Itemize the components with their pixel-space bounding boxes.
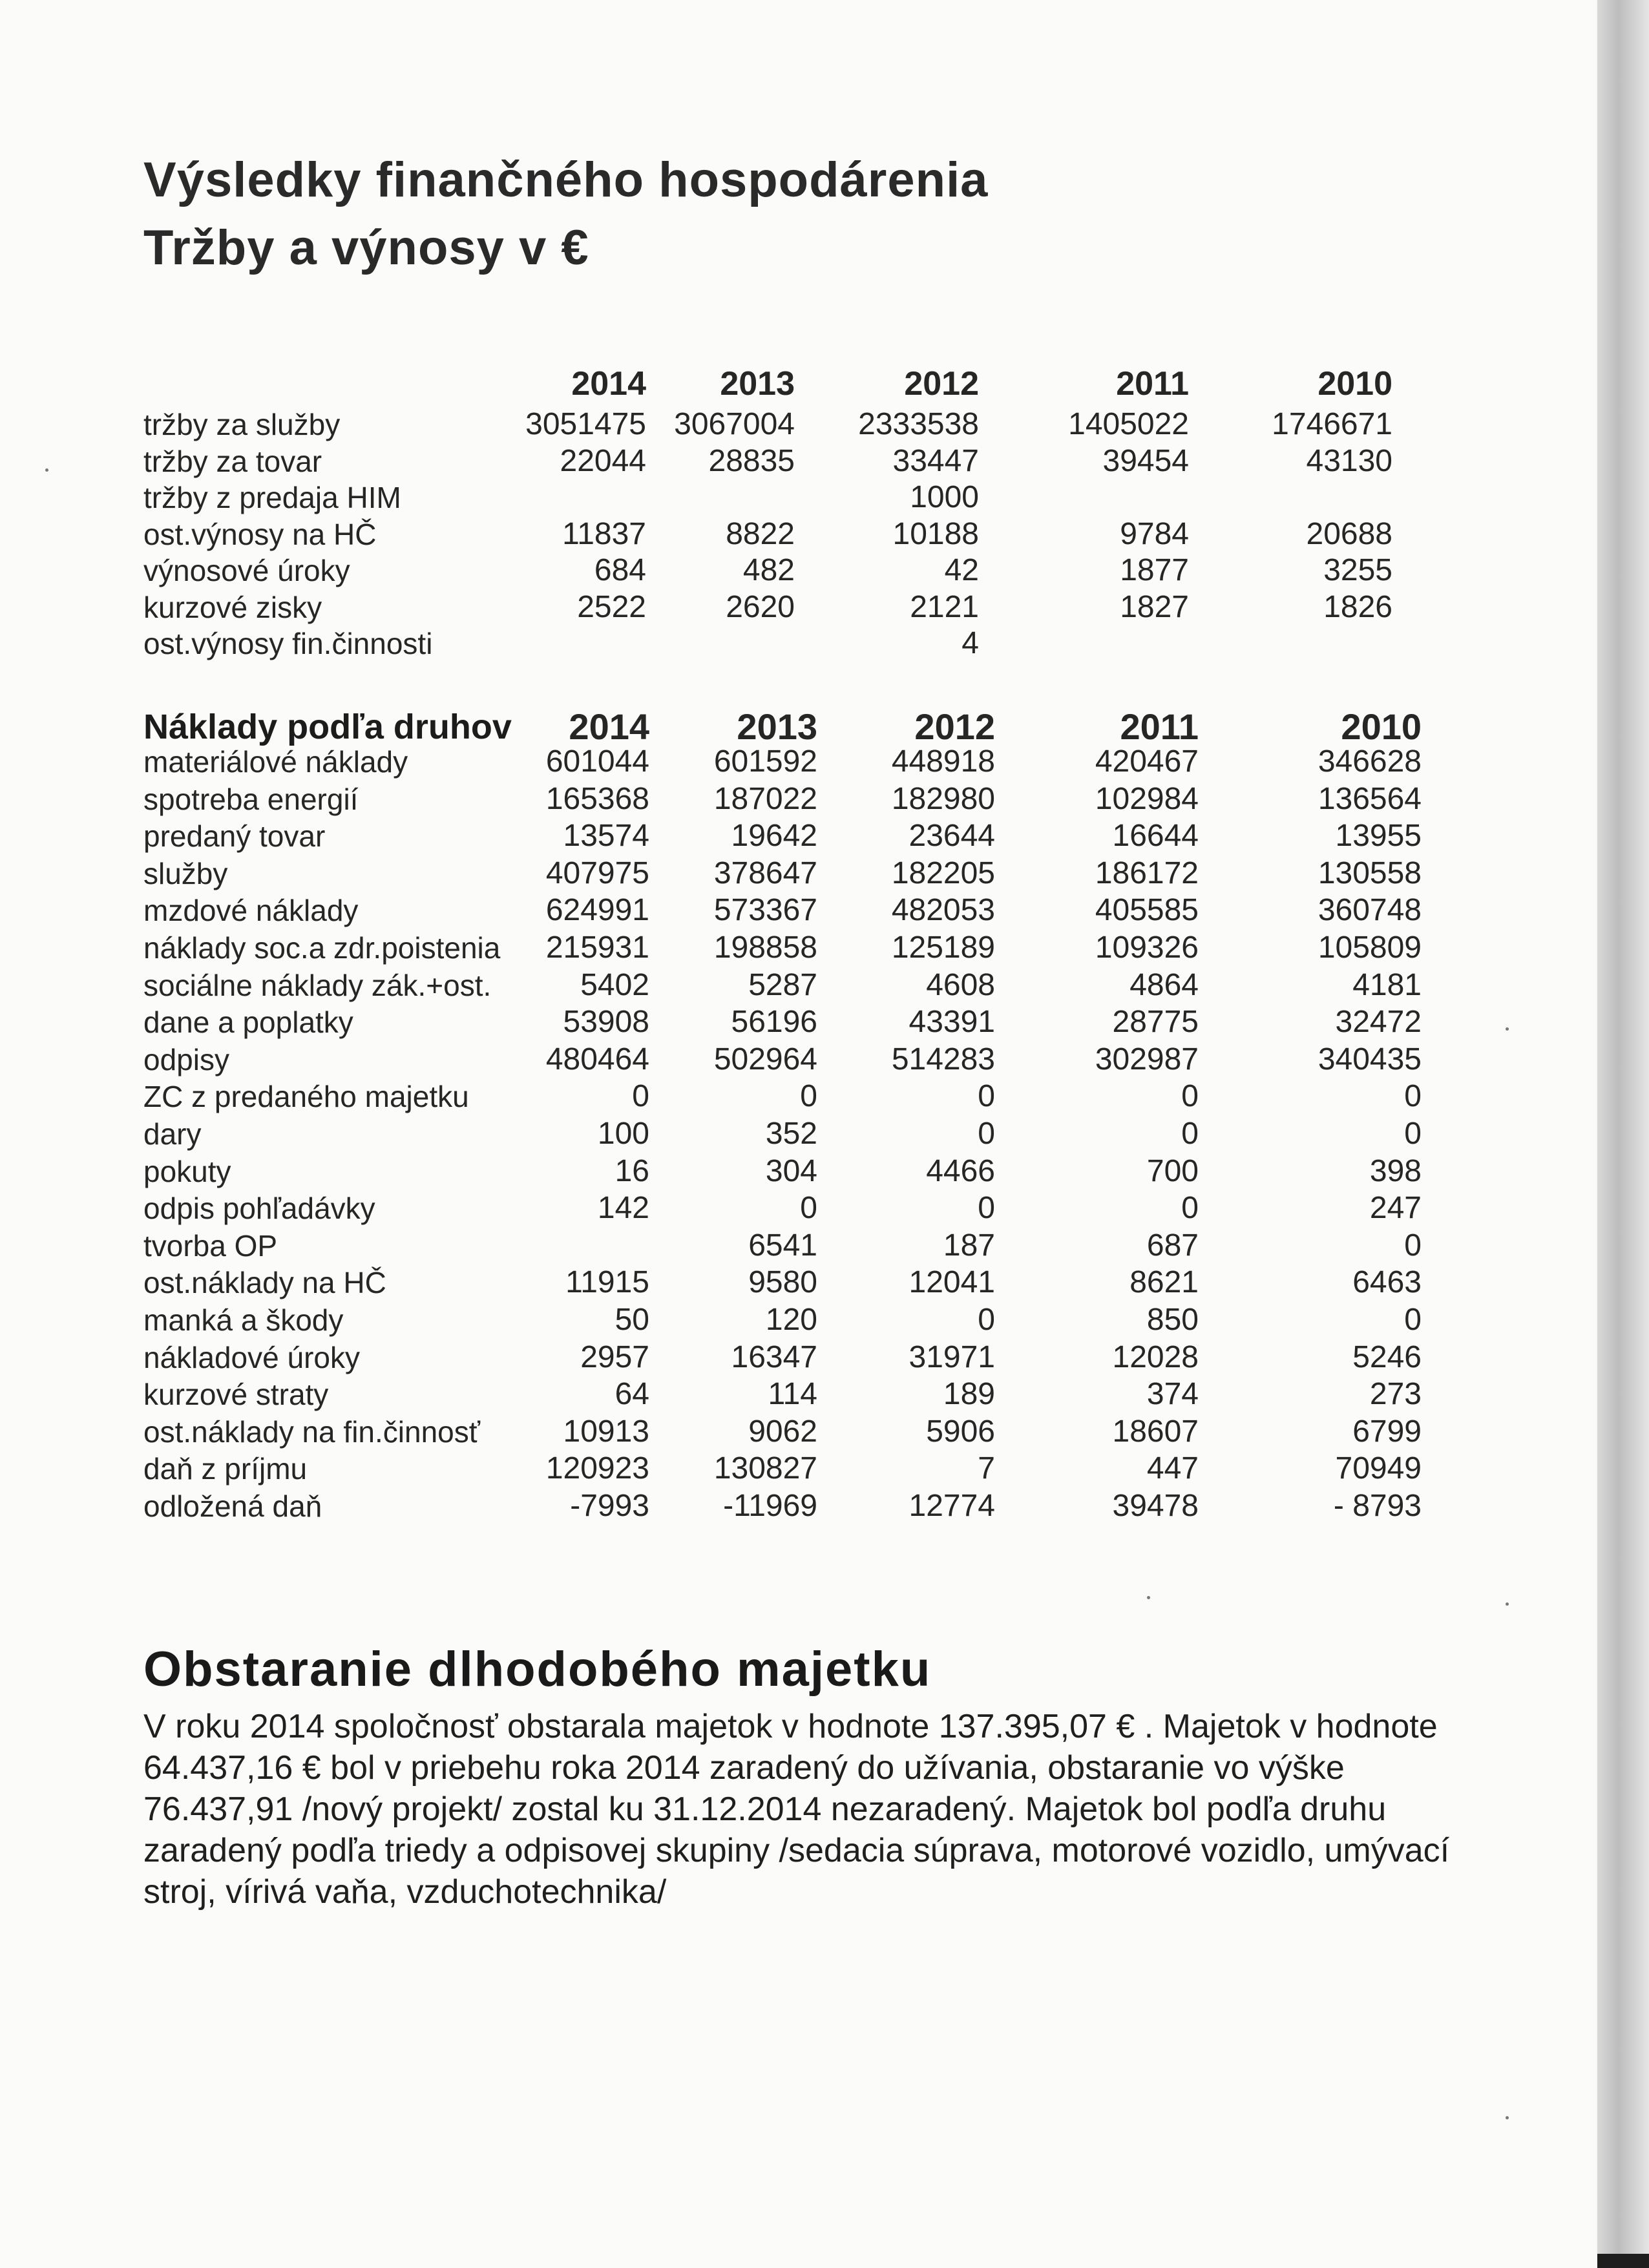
document-title: Výsledky finančného hospodárenia bbox=[143, 152, 989, 207]
costs-cell: 39478 bbox=[1112, 1489, 1199, 1523]
costs-cell: 19642 bbox=[731, 819, 817, 854]
scan-speck bbox=[1506, 1027, 1509, 1031]
costs-cell: 70949 bbox=[1335, 1451, 1422, 1486]
costs-cell: 405585 bbox=[1095, 893, 1199, 928]
scan-speck bbox=[1147, 1596, 1150, 1599]
costs-cell: 0 bbox=[632, 1079, 649, 1114]
costs-row bbox=[0, 1450, 1596, 1487]
costs-cell: 136564 bbox=[1318, 781, 1422, 816]
costs-cell: 102984 bbox=[1095, 781, 1199, 816]
costs-cell: 514283 bbox=[891, 1042, 995, 1076]
costs-year-header: 2010 bbox=[1341, 706, 1422, 747]
costs-cell: 114 bbox=[768, 1377, 817, 1412]
costs-cell: 573367 bbox=[713, 893, 817, 928]
revenue-cell: 3051475 bbox=[525, 407, 646, 441]
costs-row bbox=[0, 817, 1596, 855]
costs-cell: 5246 bbox=[1352, 1339, 1422, 1374]
costs-cell: 11915 bbox=[565, 1265, 649, 1300]
costs-row-label: služby bbox=[143, 856, 228, 890]
costs-cell: 56196 bbox=[731, 1005, 817, 1040]
costs-cell: 105809 bbox=[1318, 930, 1422, 965]
costs-cell: 480464 bbox=[545, 1042, 649, 1076]
costs-cell: 850 bbox=[1146, 1303, 1199, 1337]
costs-cell: 398 bbox=[1369, 1153, 1422, 1188]
revenue-row-label: kurzové zisky bbox=[143, 590, 322, 624]
revenue-header-row bbox=[0, 365, 1596, 403]
costs-cell: 302987 bbox=[1095, 1042, 1199, 1076]
costs-cell: 120923 bbox=[545, 1451, 649, 1486]
costs-cell: 130558 bbox=[1318, 856, 1422, 890]
costs-cell: 16644 bbox=[1112, 819, 1199, 854]
revenue-cell: 9784 bbox=[1120, 516, 1189, 551]
revenue-year-header: 2013 bbox=[720, 365, 795, 403]
costs-cell: 340435 bbox=[1318, 1042, 1422, 1076]
costs-row bbox=[0, 929, 1596, 967]
costs-row bbox=[0, 1487, 1596, 1525]
assets-paragraph: V roku 2014 spoločnosť obstarala majetok v hodnote 137.395,07 € . Majetok v hodnote 64.437,16 € bol v priebehu roka 2014 zaradený do užívania, obstaranie vo výške 76.437,91 /nový projekt/ zostal ku 31.12.2014 nezaradený. Majetok bol podľa druhu zaradený podľa triedy a odpisovej skupiny /sedacia súprava, motorové vozidlo, umývací stroj, vírivá vaňa, vzduchotechnika/ bbox=[143, 1708, 1450, 1911]
costs-cell: 6541 bbox=[748, 1228, 817, 1263]
costs-cell: 9062 bbox=[748, 1414, 817, 1449]
costs-cell: 53908 bbox=[563, 1005, 649, 1040]
revenue-row bbox=[0, 625, 1596, 662]
costs-cell: 360748 bbox=[1318, 893, 1422, 928]
costs-row bbox=[0, 1413, 1596, 1451]
costs-cell: 125189 bbox=[891, 930, 995, 965]
revenue-cell: 3255 bbox=[1323, 553, 1392, 587]
costs-cell: 407975 bbox=[545, 856, 649, 890]
costs-row bbox=[0, 1264, 1596, 1301]
revenue-cell: 39454 bbox=[1102, 443, 1189, 478]
costs-cell: 6799 bbox=[1352, 1414, 1422, 1449]
revenue-cell: 8822 bbox=[726, 516, 795, 551]
costs-cell: 130827 bbox=[713, 1451, 817, 1486]
revenue-cell: 1877 bbox=[1120, 553, 1189, 587]
costs-row bbox=[0, 967, 1596, 1004]
costs-cell: -7993 bbox=[570, 1489, 649, 1523]
costs-cell: 0 bbox=[1181, 1191, 1199, 1226]
costs-row-label: tvorba OP bbox=[143, 1228, 278, 1263]
revenue-subtitle: Tržby a výnosy v € bbox=[143, 220, 589, 275]
costs-cell: 0 bbox=[1404, 1079, 1422, 1114]
revenue-cell: 2121 bbox=[910, 589, 979, 624]
revenue-year-header: 2012 bbox=[904, 365, 979, 403]
costs-row-label: odložená daň bbox=[143, 1489, 322, 1523]
costs-cell: 13955 bbox=[1335, 819, 1422, 854]
revenue-cell: 1827 bbox=[1120, 589, 1189, 624]
costs-cell: 23644 bbox=[909, 819, 995, 854]
revenue-cell: 2620 bbox=[726, 589, 795, 624]
costs-year-header: 2013 bbox=[737, 706, 817, 747]
costs-cell: 18607 bbox=[1112, 1414, 1199, 1449]
costs-cell: 601044 bbox=[545, 744, 649, 779]
costs-cell: 100 bbox=[597, 1117, 649, 1151]
costs-row bbox=[0, 1301, 1596, 1339]
costs-cell: 187 bbox=[943, 1228, 995, 1263]
costs-row-label: materiálové náklady bbox=[143, 745, 408, 779]
costs-cell: 9580 bbox=[748, 1265, 817, 1300]
costs-cell: 109326 bbox=[1095, 930, 1199, 965]
revenue-cell: 43130 bbox=[1306, 443, 1392, 478]
costs-cell: 31971 bbox=[909, 1339, 995, 1374]
costs-cell: 5402 bbox=[580, 967, 649, 1002]
costs-row bbox=[0, 1190, 1596, 1227]
revenue-cell: 3067004 bbox=[674, 407, 795, 441]
costs-cell: 273 bbox=[1369, 1377, 1422, 1412]
costs-cell: 182205 bbox=[891, 856, 995, 890]
costs-row-label: dary bbox=[143, 1117, 202, 1151]
scan-speck bbox=[45, 468, 48, 472]
revenue-cell: 22044 bbox=[560, 443, 646, 478]
revenue-row bbox=[0, 552, 1596, 589]
costs-cell: 16 bbox=[614, 1153, 649, 1188]
costs-row-label: ost.náklady na HČ bbox=[143, 1266, 386, 1300]
revenue-row-label: tržby z predaja HIM bbox=[143, 481, 401, 514]
costs-cell: 346628 bbox=[1318, 744, 1422, 779]
costs-cell: 247 bbox=[1369, 1191, 1422, 1226]
costs-cell: 624991 bbox=[545, 893, 649, 928]
costs-cell: 7 bbox=[978, 1451, 995, 1486]
costs-cell: 0 bbox=[978, 1079, 995, 1114]
revenue-cell: 42 bbox=[944, 553, 979, 587]
costs-cell: 0 bbox=[1404, 1117, 1422, 1151]
revenue-year-header: 2010 bbox=[1318, 365, 1392, 403]
costs-cell: 4181 bbox=[1352, 967, 1422, 1002]
costs-cell: 502964 bbox=[713, 1042, 817, 1076]
costs-cell: 215931 bbox=[545, 930, 649, 965]
costs-row bbox=[0, 1078, 1596, 1115]
revenue-cell: 1000 bbox=[910, 480, 979, 514]
revenue-year-header: 2014 bbox=[571, 365, 646, 403]
costs-cell: 8621 bbox=[1129, 1265, 1199, 1300]
costs-cell: 0 bbox=[1181, 1079, 1199, 1114]
costs-row bbox=[0, 743, 1596, 781]
costs-cell: 2957 bbox=[580, 1339, 649, 1374]
costs-year-header: 2014 bbox=[569, 706, 649, 747]
costs-row-label: predaný tovar bbox=[143, 819, 326, 854]
costs-cell: 10913 bbox=[563, 1414, 649, 1449]
costs-cell: 447 bbox=[1146, 1451, 1199, 1486]
costs-row bbox=[0, 1227, 1596, 1265]
revenue-cell: 33447 bbox=[892, 443, 979, 478]
costs-cell: 4864 bbox=[1129, 967, 1199, 1002]
revenue-cell: 1826 bbox=[1323, 589, 1392, 624]
costs-cell: 198858 bbox=[713, 930, 817, 965]
costs-cell: 4466 bbox=[926, 1153, 995, 1188]
costs-cell: 182980 bbox=[891, 781, 995, 816]
costs-year-header: 2011 bbox=[1120, 706, 1199, 747]
revenue-row-label: tržby za služby bbox=[143, 408, 341, 441]
costs-row-label: dane a poplatky bbox=[143, 1005, 353, 1040]
costs-cell: 0 bbox=[1181, 1117, 1199, 1151]
costs-cell: 0 bbox=[800, 1191, 817, 1226]
costs-cell: 352 bbox=[765, 1117, 817, 1151]
costs-row bbox=[0, 1041, 1596, 1078]
costs-row-label: ZC z predaného majetku bbox=[143, 1080, 469, 1114]
costs-cell: 12774 bbox=[909, 1489, 995, 1523]
revenue-cell: 482 bbox=[742, 553, 795, 587]
revenue-row bbox=[0, 479, 1596, 516]
revenue-row bbox=[0, 589, 1596, 626]
revenue-year-header: 2011 bbox=[1116, 365, 1189, 403]
costs-cell: 374 bbox=[1146, 1377, 1199, 1412]
revenue-cell: 2522 bbox=[577, 589, 646, 624]
revenue-cell: 28835 bbox=[708, 443, 795, 478]
revenue-row-label: výnosové úroky bbox=[143, 554, 350, 587]
revenue-row-label: ost.výnosy fin.činnosti bbox=[143, 627, 433, 660]
costs-cell: 700 bbox=[1146, 1153, 1199, 1188]
costs-row bbox=[0, 781, 1596, 818]
costs-cell: 142 bbox=[597, 1191, 649, 1226]
costs-cell: 601592 bbox=[713, 744, 817, 779]
costs-row bbox=[0, 1115, 1596, 1153]
costs-cell: 12041 bbox=[909, 1265, 995, 1300]
revenue-cell: 11837 bbox=[562, 516, 646, 551]
revenue-cell: 20688 bbox=[1306, 516, 1392, 551]
costs-row bbox=[0, 1003, 1596, 1041]
costs-cell: 32472 bbox=[1335, 1005, 1422, 1040]
costs-cell: 43391 bbox=[909, 1005, 995, 1040]
costs-row bbox=[0, 1339, 1596, 1376]
costs-cell: 0 bbox=[978, 1303, 995, 1337]
costs-row-label: náklady soc.a zdr.poistenia bbox=[143, 931, 501, 965]
costs-year-header: 2012 bbox=[914, 706, 995, 747]
costs-cell: 165368 bbox=[545, 781, 649, 816]
costs-cell: 687 bbox=[1146, 1228, 1199, 1263]
revenue-cell: 10188 bbox=[892, 516, 979, 551]
costs-cell: 50 bbox=[614, 1303, 649, 1337]
costs-cell: 28775 bbox=[1112, 1005, 1199, 1040]
costs-row-label: pokuty bbox=[143, 1154, 231, 1188]
assets-heading: Obstaranie dlhodobého majetku bbox=[143, 1642, 932, 1697]
revenue-cell: 4 bbox=[961, 626, 979, 660]
revenue-cell: 2333538 bbox=[858, 407, 979, 441]
costs-row-label: odpis pohľadávky bbox=[143, 1192, 375, 1226]
costs-row-label: kurzové straty bbox=[143, 1378, 329, 1412]
costs-cell: 64 bbox=[614, 1377, 649, 1412]
scan-speck bbox=[1506, 2116, 1509, 2119]
costs-cell: 482053 bbox=[891, 893, 995, 928]
costs-row bbox=[0, 1376, 1596, 1413]
costs-cell: 0 bbox=[1404, 1303, 1422, 1337]
scan-corner bbox=[1597, 2254, 1649, 2268]
revenue-row bbox=[0, 516, 1596, 553]
costs-cell: 304 bbox=[765, 1153, 817, 1188]
costs-cell: 12028 bbox=[1112, 1339, 1199, 1374]
costs-cell: - 8793 bbox=[1333, 1489, 1422, 1523]
costs-row-label: spotreba energií bbox=[143, 782, 359, 816]
revenue-row-label: ost.výnosy na HČ bbox=[143, 517, 377, 551]
costs-row bbox=[0, 892, 1596, 929]
costs-cell: 0 bbox=[1404, 1228, 1422, 1263]
costs-cell: 186172 bbox=[1095, 856, 1199, 890]
costs-cell: 0 bbox=[978, 1191, 995, 1226]
revenue-row bbox=[0, 443, 1596, 480]
costs-row-label: nákladové úroky bbox=[143, 1340, 360, 1374]
scan-edge bbox=[1597, 0, 1649, 2268]
revenue-cell: 1405022 bbox=[1068, 407, 1189, 441]
costs-row-label: ost.náklady na fin.činnosť bbox=[143, 1414, 481, 1449]
costs-row bbox=[0, 1153, 1596, 1190]
revenue-row bbox=[0, 406, 1596, 443]
revenue-cell: 1746671 bbox=[1272, 407, 1392, 441]
costs-cell: 0 bbox=[978, 1117, 995, 1151]
costs-row bbox=[0, 855, 1596, 892]
costs-cell: 0 bbox=[800, 1079, 817, 1114]
costs-cell: 378647 bbox=[713, 856, 817, 890]
revenue-row-label: tržby za tovar bbox=[143, 444, 322, 478]
costs-cell: 448918 bbox=[891, 744, 995, 779]
costs-cell: 120 bbox=[765, 1303, 817, 1337]
costs-cell: 5906 bbox=[926, 1414, 995, 1449]
costs-cell: 5287 bbox=[748, 967, 817, 1002]
scan-speck bbox=[1506, 1602, 1509, 1606]
costs-row-label: daň z príjmu bbox=[143, 1452, 308, 1486]
costs-cell: 4608 bbox=[926, 967, 995, 1002]
costs-cell: 16347 bbox=[731, 1339, 817, 1374]
costs-row-label: sociálne náklady zák.+ost. bbox=[143, 968, 492, 1002]
costs-row-label: manká a škody bbox=[143, 1303, 344, 1337]
costs-cell: 420467 bbox=[1095, 744, 1199, 779]
costs-cell: 6463 bbox=[1352, 1265, 1422, 1300]
revenue-cell: 684 bbox=[594, 553, 646, 587]
costs-row-label: odpisy bbox=[143, 1042, 229, 1076]
costs-cell: -11969 bbox=[723, 1489, 817, 1523]
costs-cell: 13574 bbox=[563, 819, 649, 854]
costs-heading: Náklady podľa druhov bbox=[143, 708, 512, 746]
costs-cell: 189 bbox=[943, 1377, 995, 1412]
costs-row-label: mzdové náklady bbox=[143, 894, 359, 928]
costs-cell: 187022 bbox=[713, 781, 817, 816]
